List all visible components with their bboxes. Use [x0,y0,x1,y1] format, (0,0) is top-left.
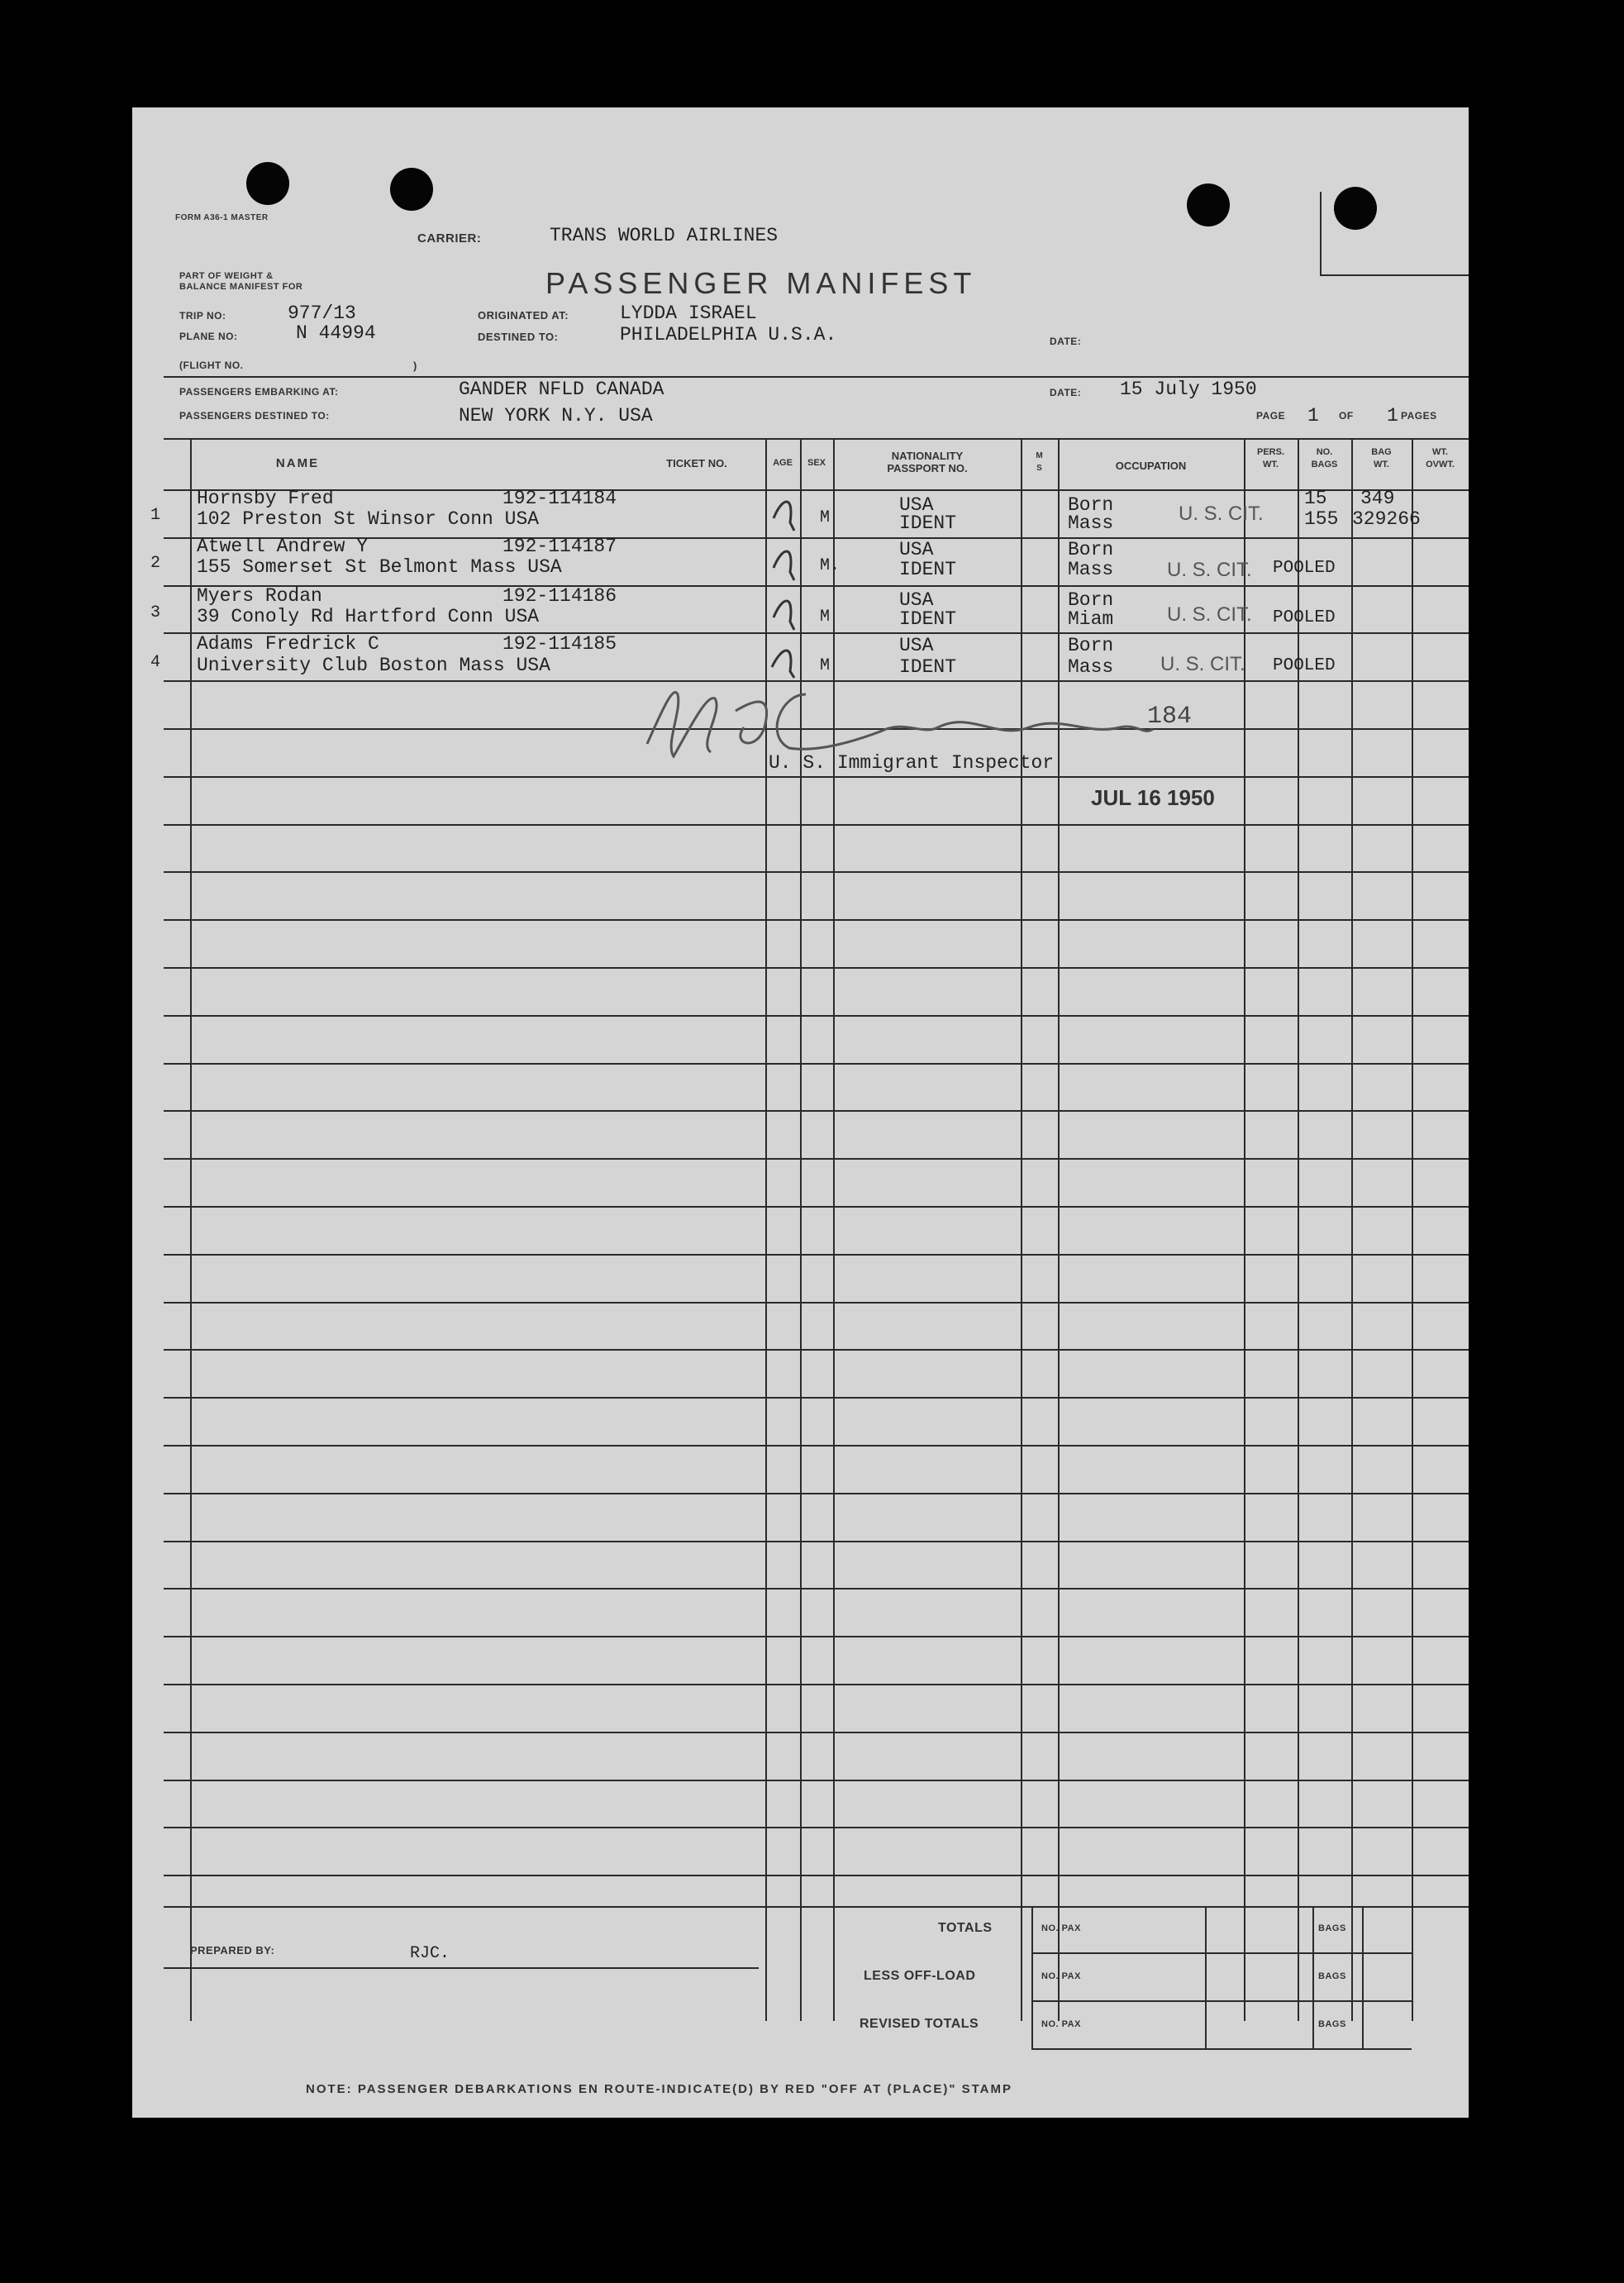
destined-value: PHILADELPHIA U.S.A. [620,324,837,346]
bag-wt: 349 [1360,488,1395,509]
passenger-address: 39 Conoly Rd Hartford Conn USA [197,606,540,627]
row-rule [164,1875,1469,1876]
col-name: NAME [275,456,320,470]
row-rule [164,1780,1469,1781]
birthplace-1: Born [1068,635,1114,656]
row-rule [164,1732,1469,1733]
nationality: USA [899,494,934,516]
row-rule [164,1541,1469,1542]
pooled-note: POOLED [1273,559,1336,578]
manifest-sheet: FORM A36-1 MASTER CARRIER: TRANS WORLD AIRLINES PASSENGER MANIFEST PART OF WEIGHT & BALANCE MANIFEST FOR TRIP NO: 977/13 PLANE NO: N 44994 (FLIGHT NO. ) ORIGINATED AT: LYDDA ISRAEL DESTINED TO: PHILADELPHIA U.S.A. DATE: PASSENGERS EMBARKING AT: GANDER NFLD CANADA DATE: 15 July 1950 PASSENGERS DESTINED TO: NEW YORK N.Y. USA PAGE 1 OF 1 PAGES NAME TICKET NO. AGE SEX NATIONALITY PASSPORT NO. M S OCCUPATION PERS. WT. NO. BAGS BAG WT. WT. OVWT. 1 Hornsby Fred 192-114184 102 Preston St Winsor Conn USA M USA IDENT Born Mass U. S. CIT. 15 349 155 329266 2 Atwell Andrew Y 192-114187 155 Somerset St Belmont Mass USA M. USA IDENT Born Mass U. S. CIT. POOLED 3 Myers Rodan 192-114186 39 Conoly Rd Hartford Conn USA M USA IDENT Born Miam U. S. CIT. POOLED 4 Adams Fredrick C 192-114185 University Club Boston Mass USA M USA IDENT Born Mass U. S. CIT. POOLED 184 U. S. Immigrant Inspector JUL 16 1950 TOTALS LESS OFF-LOAD REVISED TOTALS NO. PAX NO. PAX NO. PAX BAGS BAGS BAGS PREPARED BY: RJC. NOTE: PASSENGER DEBARKATIONS EN ROUTE-INDICATE(D) BY RED "OFF AT (PLACE)" STAMP [132,107,1469,2118]
flight-no-close: ) [413,360,417,372]
ticket-no: 192-114186 [502,585,617,607]
destined-passengers-value: NEW YORK N.Y. USA [459,405,653,427]
embarking-label: PASSENGERS EMBARKING AT: [179,386,339,398]
bags-label: BAGS [1318,2019,1346,2029]
row-rule [164,1493,1469,1494]
birthplace-1: Born [1068,539,1114,560]
flight-no-label: (FLIGHT NO. [179,360,244,371]
page-label: PAGE [1256,410,1286,422]
no-pax-label: NO. PAX [1041,2019,1081,2029]
ticket-no: 192-114185 [502,633,617,655]
birthplace-2: Miam [1068,608,1114,630]
ticket-no: 192-114184 [502,488,617,509]
passport: IDENT [899,559,957,580]
passenger-name: Hornsby Fred [197,488,334,509]
row-rule [164,919,1469,921]
passenger-address: 155 Somerset St Belmont Mass USA [197,556,562,578]
col-occupation: OCCUPATION [1115,460,1187,472]
col-age: AGE [773,458,793,468]
page-value: 1 [1307,405,1319,427]
nationality: USA [899,539,934,560]
originated-label: ORIGINATED AT: [478,309,569,322]
plane-no-label: PLANE NO: [179,331,238,342]
date2-label: DATE: [1050,387,1082,398]
punch-hole [1187,183,1230,226]
citizenship-stamp: U. S. CIT. [1160,653,1245,675]
pooled-note: POOLED [1273,608,1336,627]
embarking-value: GANDER NFLD CANADA [459,379,664,400]
row-rule [164,1158,1469,1160]
sex: M. [820,556,841,575]
row-rule [164,776,1469,778]
ticket-no: 192-114187 [502,536,617,557]
col-ticket: TICKET NO. [666,457,727,469]
row-rule [164,1827,1469,1828]
weight-balance-label: PART OF WEIGHT & BALANCE MANIFEST FOR [179,271,303,292]
row-rule [164,1636,1469,1637]
no-pax-label: NO. PAX [1041,1923,1081,1933]
passport: IDENT [899,512,957,534]
less-offload-label: LESS OFF-LOAD [864,1969,976,1983]
bags-label: BAGS [1318,1971,1346,1981]
pooled-note: POOLED [1273,656,1336,675]
revised-totals-label: REVISED TOTALS [860,2017,979,2031]
col-wt-ovwt: WT. OVWT. [1426,447,1455,469]
passport: IDENT [899,608,957,630]
row-rule [164,1397,1469,1399]
pages-value: 1 [1387,405,1398,427]
row-rule [164,1254,1469,1256]
birthplace-2: Mass [1068,656,1114,678]
birthplace-1: Born [1068,494,1114,516]
birthplace-1: Born [1068,589,1114,611]
col-sex: SEX [807,458,826,468]
row-rule [164,1206,1469,1208]
row-rule [164,1445,1469,1447]
passenger-address: 102 Preston St Winsor Conn USA [197,508,540,530]
carrier-value: TRANS WORLD AIRLINES [550,225,779,246]
prepared-by-value: RJC. [410,1944,450,1963]
passenger-address: University Club Boston Mass USA [197,655,550,676]
of-label: OF [1339,410,1354,422]
footer-note: NOTE: PASSENGER DEBARKATIONS EN ROUTE-INDICATE(D) BY RED "OFF AT (PLACE)" STAMP [306,2082,1013,2096]
pers-wt-total: 155 [1304,508,1339,530]
row-rule [164,824,1469,826]
corner-box-line [1320,274,1469,276]
punch-hole [246,162,289,205]
passenger-name: Atwell Andrew Y [197,536,369,557]
punch-hole [1334,187,1377,230]
date-value: 15 July 1950 [1120,379,1257,400]
no-bags: 15 [1304,488,1327,509]
nationality: USA [899,635,934,656]
row-rule [164,1063,1469,1065]
citizenship-stamp: U. S. CIT. [1167,559,1252,581]
row-rule [164,1684,1469,1685]
row-rule [164,1588,1469,1590]
nationality: USA [899,589,934,611]
originated-value: LYDDA ISRAEL [620,303,757,324]
row-rule [164,1015,1469,1017]
punch-hole [390,168,433,211]
col-no-bags: NO. BAGS [1311,447,1338,469]
citizenship-stamp: U. S. CIT. [1167,603,1252,626]
col-nationality: NATIONALITY PASSPORT NO. [887,450,968,474]
sex: M [820,508,831,527]
trip-no-label: TRIP NO: [179,310,226,322]
row-rule [164,871,1469,873]
birthplace-2: Mass [1068,512,1114,534]
row-rule [164,967,1469,969]
passenger-name: Myers Rodan [197,585,322,607]
row-rule [164,585,1469,587]
date-stamp: JUL 16 1950 [1091,785,1215,810]
no-pax-label: NO. PAX [1041,1971,1081,1981]
col-ms: M S [1036,451,1043,473]
trip-no-value: 977/13 [288,303,356,324]
destined-label: DESTINED TO: [478,331,559,343]
passport: IDENT [899,656,957,678]
prepared-by-label: PREPARED BY: [190,1944,275,1957]
passenger-name: Adams Fredrick C [197,633,379,655]
pages-label: PAGES [1401,410,1437,422]
bags-label: BAGS [1318,1923,1346,1933]
destined-passengers-label: PASSENGERS DESTINED TO: [179,410,330,422]
bag-wt-total: 329266 [1352,508,1421,530]
row-rule [164,1349,1469,1351]
row-rule [164,1302,1469,1304]
plane-no-value: N 44994 [296,322,376,344]
birthplace-2: Mass [1068,559,1114,580]
sex: M [820,656,831,675]
form-number: FORM A36-1 MASTER [175,213,269,222]
inspector-badge-no: 184 [1147,703,1193,731]
date-label: DATE: [1050,336,1082,347]
inspector-title: U. S. Immigrant Inspector [769,752,1055,774]
col-pers-wt: PERS. WT. [1256,447,1284,469]
totals-label: TOTALS [938,1921,993,1935]
corner-box-line [1320,192,1322,276]
age-check-marks [765,489,815,696]
carrier-label: CARRIER: [417,231,482,245]
row-rule [164,1110,1469,1112]
document-title: PASSENGER MANIFEST [545,266,977,300]
col-bag-wt: BAG WT. [1371,447,1392,469]
citizenship-stamp: U. S. CIT. [1179,503,1264,525]
sex: M [820,608,831,627]
